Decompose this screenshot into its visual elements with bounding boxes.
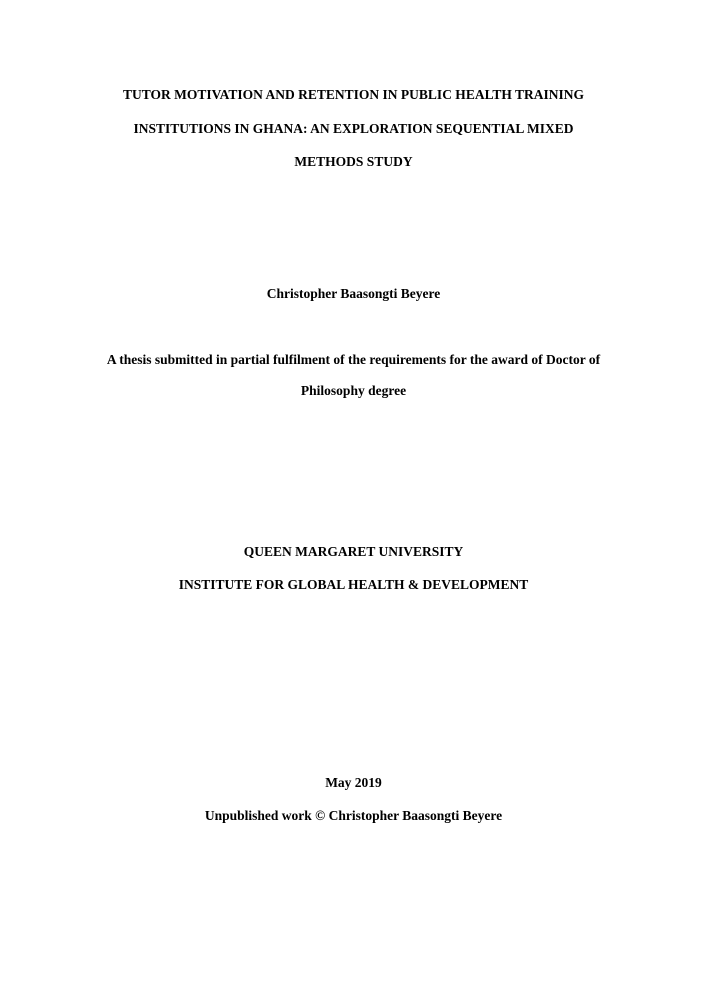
institute-name: INSTITUTE FOR GLOBAL HEALTH & DEVELOPMENT bbox=[178, 577, 529, 592]
thesis-title-line-3: METHODS STUDY bbox=[294, 154, 413, 169]
submission-date: May 2019 bbox=[325, 775, 382, 790]
submission-statement-line-2: Philosophy degree bbox=[300, 383, 407, 398]
university-name: QUEEN MARGARET UNIVERSITY bbox=[243, 544, 464, 559]
submission-statement-line-1: A thesis submitted in partial fulfilment of the requirements for the award of Doctor of bbox=[106, 352, 601, 367]
author-name: Christopher Baasongti Beyere bbox=[266, 286, 441, 301]
thesis-title-line-2: INSTITUTIONS IN GHANA: AN EXPLORATION SEQUENTIAL MIXED bbox=[133, 121, 574, 136]
thesis-title-line-1: TUTOR MOTIVATION AND RETENTION IN PUBLIC HEALTH TRAINING bbox=[123, 87, 584, 102]
copyright-notice: Unpublished work © Christopher Baasongti Beyere bbox=[204, 808, 503, 823]
